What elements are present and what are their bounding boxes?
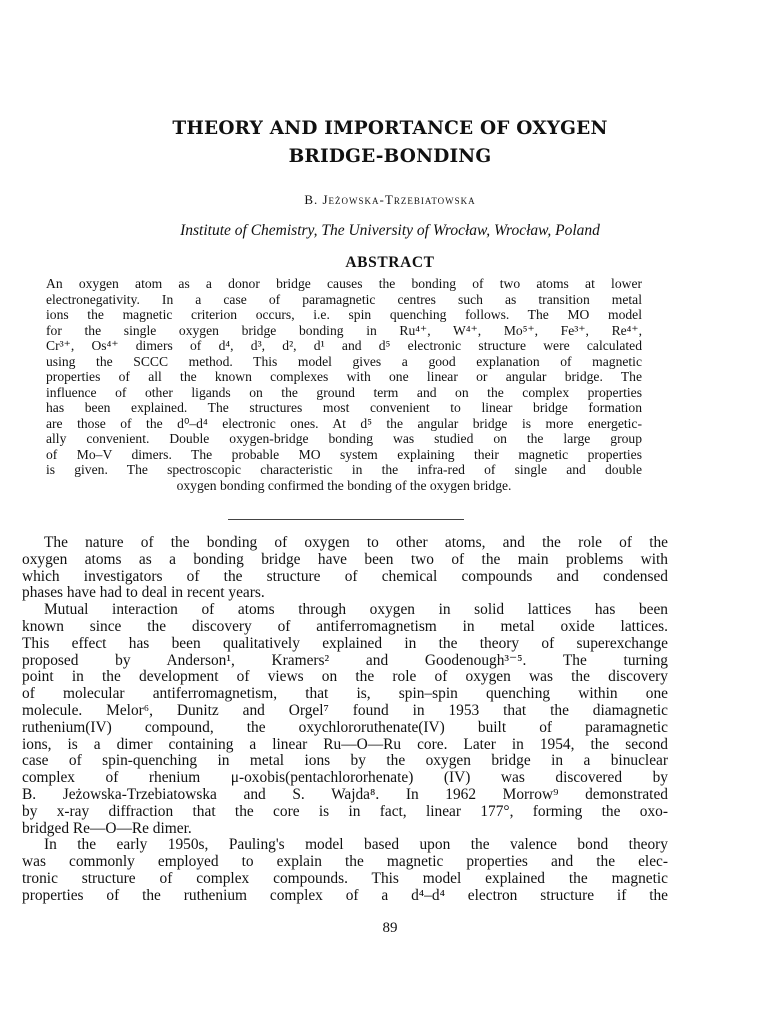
abstract-line: using the SCCC method. This model gives a good explanation of magnetic (46, 353, 642, 369)
abstract-heading: ABSTRACT (345, 254, 435, 271)
body-line: which investigators of the structure of chemical compounds and condensed (22, 567, 668, 585)
body-line: ions, is a dimer containing a linear Ru—O—Ru core. Later in 1954, the second (22, 735, 668, 753)
body-line: oxygen atoms as a bonding bridge have been two of the main problems with (22, 550, 668, 568)
abstract-line: are those of the d⁰–d⁴ electronic ones. At d⁵ the angular bridge is more energetic- (46, 415, 642, 431)
body-line: known since the discovery of antiferromagnetism in metal oxide lattices. (22, 617, 668, 635)
body-line: ruthenium(IV) compound, the oxychlororuthenate(IV) built of paramagnetic (22, 718, 668, 736)
abstract-body (46, 276, 642, 493)
abstract-line: Cr³⁺, Os⁴⁺ dimers of d⁴, d³, d², d¹ and d⁵ electronic structure were calculated (46, 338, 642, 353)
abstract-line: ally convenient. Double oxygen-bridge bonding was studied on the large group (46, 431, 642, 446)
body-text (22, 535, 668, 905)
body-line: point in the development of views on the role of oxygen was the discovery (22, 668, 668, 686)
abstract-line: for the single oxygen bridge bonding in Ru⁴⁺, W⁴⁺, Mo⁵⁺, Fe³⁺, Re⁴⁺, (46, 322, 642, 338)
body-line: bridged Re—O—Re dimer. (22, 819, 192, 837)
body-line: was commonly employed to explain the magnetic properties and the elec- (22, 853, 668, 871)
body-line: tronic structure of complex compounds. This model explained the magnetic (22, 869, 668, 887)
body-line: proposed by Anderson¹, Kramers² and Goodenough³⁻⁵. The turning (22, 651, 668, 669)
paper-title-line-1: THEORY AND IMPORTANCE OF OXYGEN (172, 118, 608, 139)
body-line: Mutual interaction of atoms through oxygen in solid lattices has been (44, 601, 668, 619)
author-name: B. Jeżowska-Trzebiatowska (304, 192, 476, 207)
body-line: phases have had to deal in recent years. (22, 584, 265, 602)
body-line: molecule. Melor⁶, Dunitz and Orgel⁷ found in 1953 that the diamagnetic (22, 701, 668, 719)
abstract-line: An oxygen atom as a donor bridge causes the bonding of two atoms at lower (46, 276, 642, 291)
abstract-line: is given. The spectroscopic characteristic in the infra-red of single and double (46, 462, 642, 477)
body-line: The nature of the bonding of oxygen to other atoms, and the role of the (44, 534, 668, 551)
body-line: by x-ray diffraction that the core is in fact, linear 177°, forming the oxo- (22, 802, 668, 820)
body-line: complex of rhenium μ-oxobis(pentachlororhenate) (IV) was discovered by (22, 769, 668, 787)
abstract-line: properties of all the known complexes with one linear or angular bridge. The (46, 369, 642, 384)
abstract-line: influence of other ligands on the ground term and on the complex properties (46, 384, 642, 400)
abstract-line: ions the magnetic criterion occurs, i.e. spin quenching follows. The MO model (46, 307, 642, 322)
body-line: case of spin-quenching in metal ions by the oxygen bridge in a binuclear (22, 752, 668, 770)
paper-title-line-2: BRIDGE-BONDING (288, 146, 492, 167)
abstract-line: oxygen bonding confirmed the bonding of the oxygen bridge. (176, 477, 512, 493)
section-divider (228, 519, 464, 520)
abstract-line: electronegativity. In a case of paramagnetic centres such as transition metal (46, 291, 642, 307)
abstract-line: of Mo–V dimers. The probable MO system explaining their magnetic properties (46, 446, 642, 462)
body-line: of molecular antiferromagnetism, that is, spin–spin quenching within one (22, 685, 668, 703)
body-line: B. Jeżowska-Trzebiatowska and S. Wajda⁸. In 1962 Morrow⁹ demonstrated (22, 785, 668, 803)
body-line: This effect has been qualitatively explained in the theory of superexchange (22, 634, 668, 652)
affiliation: Institute of Chemistry, The University of Wrocław, Wrocław, Poland (180, 222, 600, 239)
body-line: properties of the ruthenium complex of a d⁴–d⁴ electron structure if the (22, 886, 668, 904)
body-line: In the early 1950s, Pauling's model based upon the valence bond theory (44, 836, 668, 854)
page-number: 89 (382, 920, 398, 936)
abstract-line: has been explained. The structures most convenient to linear bridge formation (46, 400, 642, 415)
